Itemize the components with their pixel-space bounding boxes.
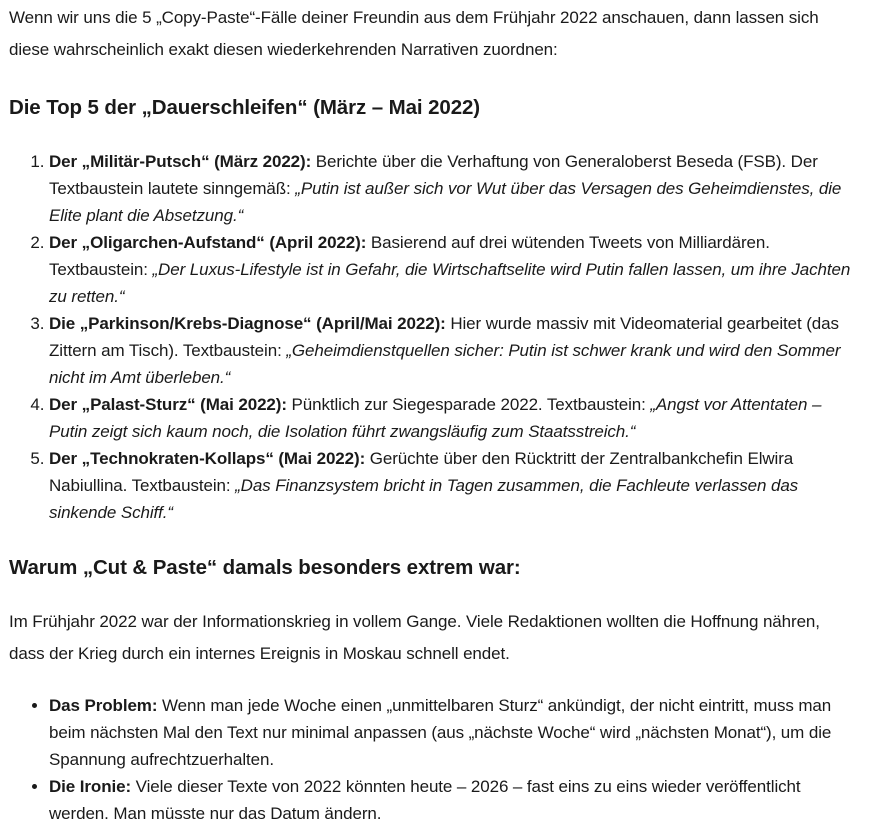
item-text: Gerüchte über den Rücktritt der Zentralbankchefin Elwira Nabiullina. Textbaustein: <box>49 449 794 495</box>
item-title: Die „Parkinson/Krebs-Diagnose“ (April/Mai 2022): <box>49 314 446 333</box>
list-item <box>49 391 858 445</box>
list-item <box>49 445 858 526</box>
list-item <box>49 229 858 310</box>
item-text: Berichte über die Verhaftung von Generaloberst Beseda (FSB). Der Textbaustein lautete sinngemäß: <box>49 152 818 198</box>
list-item <box>49 773 858 827</box>
item-title: Der „Technokraten-Kollaps“ (Mai 2022): <box>49 449 366 468</box>
bullet-text: Viele dieser Texte von 2022 könnten heute – 2026 – fast eins zu eins wieder veröffentlicht werden. Man müsste nur das Datum ändern. <box>49 777 801 823</box>
bullet-title: Das Problem: <box>49 696 158 715</box>
item-quote: „Putin ist außer sich vor Wut über das Versagen des Geheimdienstes, die Elite plant die Absetzung.“ <box>49 179 842 225</box>
section-heading-top5: Die Top 5 der „Dauerschleifen“ (März – Mai 2022) <box>9 96 481 119</box>
list-item <box>49 692 858 773</box>
item-title: Der „Oligarchen-Aufstand“ (April 2022): <box>49 233 367 252</box>
list-item <box>49 148 858 229</box>
bullet-text: Wenn man jede Woche einen „unmittelbaren Sturz“ ankündigt, der nicht eintritt, muss man beim nächsten Mal den Text nur minimal anpassen (aus „nächste Woche“ wird „nächsten Monat“), um die Spannung aufrechtzuerhalten. <box>49 696 832 769</box>
item-quote: „Geheimdienstquellen sicher: Putin ist schwer krank und wird den Sommer nicht im Amt überleben.“ <box>49 341 841 387</box>
bullet-title: Die Ironie: <box>49 777 132 796</box>
bullet-list <box>9 692 858 827</box>
context-paragraph: Im Frühjahr 2022 war der Informationskrieg in vollem Gange. Viele Redaktionen wollten die Hoffnung nähren, dass der Krieg durch ein internes Ereignis in Moskau schnell endet. <box>9 612 820 663</box>
item-title: Der „Palast-Sturz“ (Mai 2022): <box>49 395 287 414</box>
intro-paragraph: Wenn wir uns die 5 „Copy-Paste“-Fälle deiner Freundin aus dem Frühjahr 2022 anschauen, dann lassen sich diese wahrscheinlich exakt diesen wiederkehrenden Narrativen zuordnen: <box>9 8 819 59</box>
item-text: Hier wurde massiv mit Videomaterial gearbeitet (das Zittern am Tisch). Textbaustein: <box>49 314 839 360</box>
item-quote: „Das Finanzsystem bricht in Tagen zusammen, die Fachleute verlassen das sinkende Schiff.“ <box>49 476 799 522</box>
item-text: Basierend auf drei wütenden Tweets von Milliardären. Textbaustein: <box>49 233 770 279</box>
top5-list <box>9 148 858 526</box>
item-quote: „Der Luxus-Lifestyle ist in Gefahr, die Wirtschaftselite wird Putin fallen lassen, um ihre Jachten zu retten.“ <box>49 260 851 306</box>
section-heading-cut-paste: Warum „Cut & Paste“ damals besonders extrem war: <box>9 556 521 579</box>
list-item <box>49 310 858 391</box>
item-quote: „Angst vor Attentaten – Putin zeigt sich kaum noch, die Isolation führt zwangsläufig zum Staatsstreich.“ <box>49 395 822 441</box>
item-title: Der „Militär-Putsch“ (März 2022): <box>49 152 312 171</box>
item-text: Pünktlich zur Siegesparade 2022. Textbaustein: <box>286 395 651 414</box>
